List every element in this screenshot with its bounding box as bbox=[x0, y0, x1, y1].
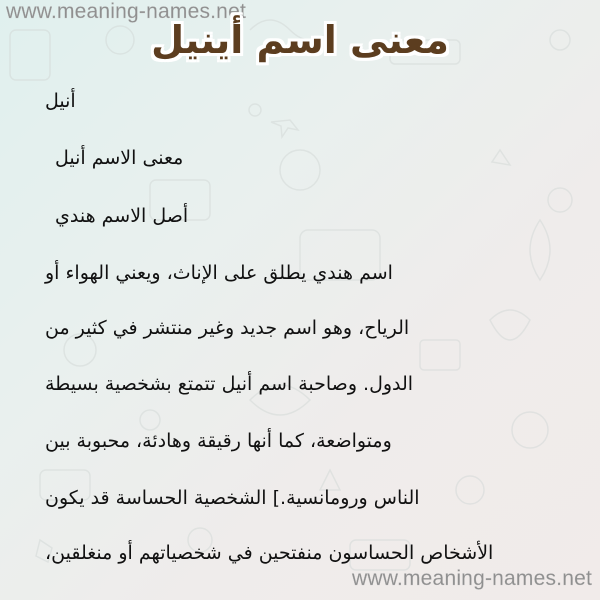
content-line-name: أنيل bbox=[45, 90, 76, 112]
watermark-bottom: www.meaning-names.net bbox=[352, 567, 592, 590]
content-line: ومتواضعة، كما أنها رقيقة وهادئة، محبوبة بين bbox=[45, 430, 392, 452]
content-line: الدول. وصاحبة اسم أنيل تتمتع بشخصية بسيطة bbox=[45, 373, 414, 395]
content-line-origin: أصل الاسم هندي bbox=[55, 205, 189, 227]
watermark-top: www.meaning-names.net bbox=[6, 0, 246, 23]
page-title: معنى اسم أينيل bbox=[151, 18, 449, 62]
content-line-meaning-heading: معنى الاسم أنيل bbox=[55, 147, 184, 169]
content-line: الأشخاص الحساسون منفتحين في شخصياتهم أو منغلقين، bbox=[45, 542, 494, 564]
content-line: اسم هندي يطلق على الإناث، ويعني الهواء أو bbox=[45, 262, 393, 284]
content-line: الناس ورومانسية.] الشخصية الحساسة قد يكون bbox=[45, 487, 420, 509]
content-line: الرياح، وهو اسم جديد وغير منتشر في كثير من bbox=[45, 317, 410, 339]
